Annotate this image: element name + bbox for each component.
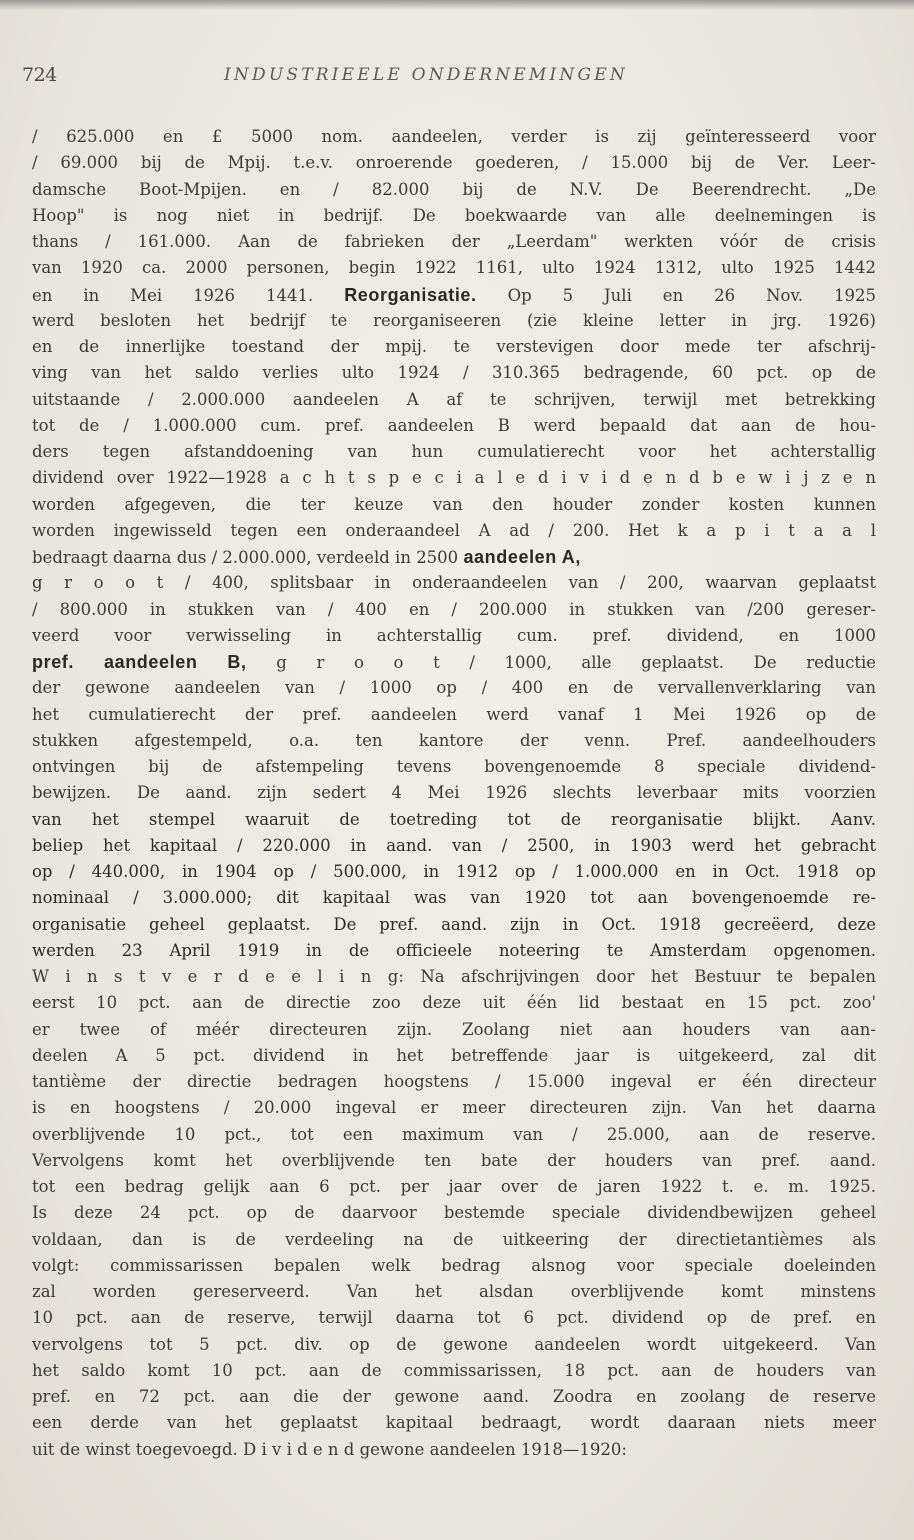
- text-line: van 1920 ca. 2000 personen, begin 1922 1161, ulto 1924 1312, ulto 1925 1442: [32, 258, 876, 278]
- text-line: worden afgegeven, die ter keuze van den houder zonder kosten kunnen: [32, 494, 876, 514]
- text-line: beliep het kapitaal / 220.000 in aand. van / 2500, in 1903 werd het gebracht: [32, 835, 876, 855]
- text-line: het saldo komt 10 pct. aan de commissarissen, 18 pct. aan de houders van: [32, 1360, 876, 1380]
- text-line: van het stempel waaruit de toetreding tot de reorganisatie blijkt. Aanv.: [32, 809, 876, 829]
- text-line: uit de winst toegevoegd. D i v i d e n d gewone aandeelen 1918—1920:: [32, 1439, 627, 1459]
- text-line: W i n s t v e r d e e l i n g: Na afschrijvingen door het Bestuur te bepalen: [32, 967, 876, 986]
- text-line: g r o o t / 400, splitsbaar in onderaandeelen van / 200, waarvan geplaatst: [32, 573, 876, 593]
- text-line: uitstaande / 2.000.000 aandeelen A af te schrijven, terwijl met betrekking: [32, 389, 876, 409]
- text-line: Hoop" is nog niet in bedrijf. De boekwaarde van alle deelnemingen is: [32, 205, 876, 225]
- scan-edge-shadow: [0, 0, 914, 10]
- text-line: tantième der directie bedragen hoogstens / 15.000 ingeval er één directeur: [32, 1072, 876, 1091]
- text-segment: g r o o t / 1000, alle geplaatst. De reductie: [246, 653, 876, 672]
- text-line: vervolgens tot 5 pct. div. op de gewone aandeelen wordt uitgekeerd. Van: [32, 1334, 876, 1354]
- text-line: er twee of méér directeuren zijn. Zoolang niet aan houders van aan-: [32, 1019, 876, 1039]
- text-line: voldaan, dan is de verdeeling na de uitkeering der directietantièmes als: [32, 1229, 876, 1249]
- text-line: werd besloten het bedrijf te reorganiseeren (zie kleine letter in jrg. 1926): [32, 310, 876, 330]
- text-line: dividend over 1922—1928 a c h t s p e c i a l e d i v i d e n d b e w i j z e n: [32, 468, 876, 488]
- running-title: INDUSTRIEELE ONDERNEMINGEN: [224, 65, 628, 85]
- text-line: [32, 544, 876, 570]
- text-line: / 69.000 bij de Mpij. t.e.v. onroerende goederen, / 15.000 bij de Ver. Leer-: [32, 153, 876, 173]
- text-line: / 800.000 in stukken van / 400 en / 200.000 in stukken van /200 gereser-: [32, 599, 876, 619]
- text-line: het cumulatierecht der pref. aandeelen werd vanaf 1 Mei 1926 op de: [32, 704, 876, 724]
- text-line: stukken afgestempeld, o.a. ten kantore der venn. Pref. aandeelhouders: [32, 730, 876, 750]
- text-line: veerd voor verwisseling in achterstallig cum. pref. dividend, en 1000: [32, 625, 876, 645]
- text-line: ders tegen afstanddoening van hun cumulatierecht voor het achterstallig: [32, 442, 876, 461]
- text-segment: en in Mei 1926 1441.: [32, 285, 345, 305]
- text-line: worden ingewisseld tegen een onderaandeel A ad / 200. Het k a p i t a a l: [32, 520, 876, 540]
- text-line: der gewone aandeelen van / 1000 op / 400 en de vervallenverklaring van: [32, 678, 876, 698]
- bold-heading: pref. aandeelen B,: [32, 652, 247, 672]
- text-line: [32, 282, 876, 308]
- page-header: [22, 64, 882, 94]
- text-line: ving van het saldo verlies ulto 1924 / 310.365 bedragende, 60 pct. op de: [32, 363, 876, 383]
- body-text: [32, 124, 876, 1463]
- text-line: en de innerlijke toestand der mpij. te verstevigen door mede ter afschrij-: [32, 337, 876, 356]
- text-segment: bedraagt daarna dus / 2.000.000, verdeeld in 2500: [32, 548, 464, 567]
- text-line: Vervolgens komt het overblijvende ten bate der houders van pref. aand.: [32, 1150, 876, 1170]
- text-line: / 625.000 en £ 5000 nom. aandeelen, verder is zij geïnteresseerd voor: [32, 127, 876, 146]
- text-line: Is deze 24 pct. op de daarvoor bestemde speciale dividendbewijzen geheel: [32, 1203, 876, 1223]
- page-number: 724: [22, 64, 57, 86]
- text-line: op / 440.000, in 1904 op / 500.000, in 1912 op / 1.000.000 en in Oct. 1918 op: [32, 862, 876, 881]
- bold-heading: Reorganisatie.: [344, 284, 477, 305]
- bold-heading: aandeelen A,: [463, 547, 582, 567]
- text-line: pref. en 72 pct. aan die der gewone aand. Zoodra en zoolang de reserve: [32, 1387, 876, 1406]
- text-line: tot de / 1.000.000 cum. pref. aandeelen B werd bepaald dat aan de hou-: [32, 415, 876, 435]
- text-line: werden 23 April 1919 in de officieele noteering te Amsterdam opgenomen.: [32, 940, 876, 960]
- text-line: ontvingen bij de afstempeling tevens bovengenoemde 8 speciale dividend-: [32, 757, 876, 776]
- text-line: damsche Boot-Mpijen. en / 82.000 bij de N.V. De Beerendrecht. „De: [32, 179, 876, 199]
- text-line: volgt: commissarissen bepalen welk bedrag alsnog voor speciale doeleinden: [32, 1255, 876, 1275]
- text-line: organisatie geheel geplaatst. De pref. aand. zijn in Oct. 1918 gecreëerd, deze: [32, 914, 876, 934]
- text-line: nominaal / 3.000.000; dit kapitaal was van 1920 tot aan bovengenoemde re-: [32, 888, 876, 908]
- text-line: zal worden gereserveerd. Van het alsdan overblijvende komt minstens: [32, 1282, 876, 1301]
- text-line: [32, 649, 876, 675]
- text-segment: Op 5 Juli en 26 Nov. 1925: [476, 285, 876, 305]
- text-line: 10 pct. aan de reserve, terwijl daarna tot 6 pct. dividend op de pref. en: [32, 1308, 876, 1328]
- text-line: bewijzen. De aand. zijn sedert 4 Mei 1926 slechts leverbaar mits voorzien: [32, 783, 876, 803]
- text-line: eerst 10 pct. aan de directie zoo deze uit één lid bestaat en 15 pct. zoo': [32, 993, 876, 1013]
- text-line: thans / 161.000. Aan de fabrieken der „Leerdam" werkten vóór de crisis: [32, 232, 876, 251]
- text-line: is en hoogstens / 20.000 ingeval er meer directeuren zijn. Van het daarna: [32, 1098, 876, 1118]
- text-line: overblijvende 10 pct., tot een maximum van / 25.000, aan de reserve.: [32, 1124, 876, 1144]
- text-line: deelen A 5 pct. dividend in het betreffende jaar is uitgekeerd, zal dit: [32, 1045, 876, 1065]
- text-line: tot een bedrag gelijk aan 6 pct. per jaar over de jaren 1922 t. e. m. 1925.: [32, 1177, 876, 1196]
- text-line: een derde van het geplaatst kapitaal bedraagt, wordt daaraan niets meer: [32, 1413, 876, 1433]
